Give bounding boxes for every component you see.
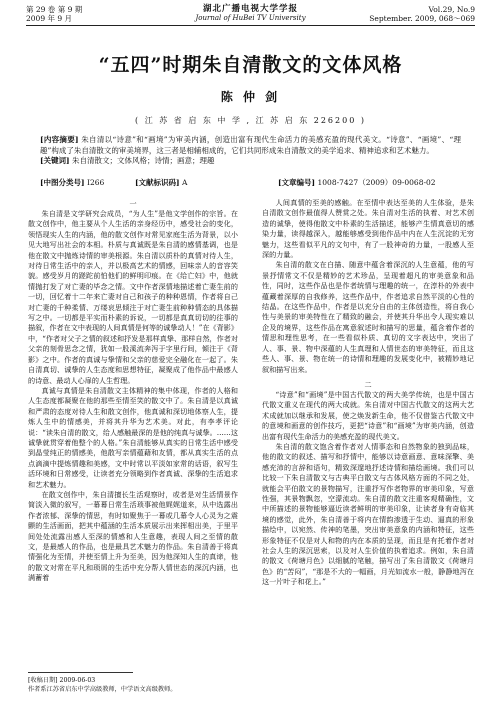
clc-label: [中图分类号]: [40, 178, 85, 187]
doc-code-field: [135, 178, 187, 188]
body-paragraph: 朱自清是文学研究会成员，“为人生”是他文学创作的宗旨。在散文创作中，他主要从个人生活的亲身经历中，感受社会的变化，领悟现实人生的内涵，他的散文创作对常见家庭生活为背景，以小见大地写出社会的本相。朴质与真诚既是朱自清的感情基调，也是他在散文中抛炼诗情的审美根源。朱自清以质朴的真情对待人生，对待日常生活中的亲人，并以极高艺术的情感，回味亲人的音容笑貌。感受岁月的蹉跎前怕他们的鲜明印痕。在《给亡妇》中，他就情抛打发了对亡妻的毕念之情。文中作者深情地描述着亡妻生前的一切，回忆着十二年来亡妻对自己和孩子的种种恩情，作者将自己对亡妻的千种柔情、万缕哀思倾注于对亡妻生前种种情态的具体描写之中。一切都是平实而朴素的诉说，一切都是真真切切的往事的描叙，作者在文中表现的人间真情是何等的诚挚动人！”在《背影》中，“作者对父子之情的叙述和抒发是那样真挚、那样自然，作者对父亲的刻骨思念之情，犹如一股溪流奔泻于字里行间，倾注于《背影》之中。作者的真诚与挚情和父亲的慈爱完全融化在一起了。朱自清真切、诚挚的人生态度和思想特征，凝聚成了他作品中最感人的诗意、最动人心扉的人生哲理。: [28, 209, 238, 385]
clc-field: [40, 178, 104, 188]
abstract-text: 朱自清以“诗意”和“画境”为审美内涵，创造出富有现代生命活力的美感充盈的现代美文。“诗意”、“画境”、“理趣”构成了朱自清散文的审美境界，这三者是相辅相成的，它们共同形成朱自清散文的美学追求、精神追求和艺术魅力。: [40, 135, 461, 155]
abstract: [40, 135, 461, 156]
footnote-rule: [28, 672, 133, 673]
author-bio: 作者系江苏省启东中学高级教师，中学语文高级教师。: [28, 686, 177, 694]
clc-value: I266: [87, 178, 105, 187]
header-volume-en: Vol.29, No.9: [428, 5, 475, 14]
header-date: 2009 年 9 月: [26, 14, 73, 23]
body-paragraph: 朱自清的散文饱含着作者对人情事态和自然物象的独到品味，他的散文的叙述、描写和抒情中，能够以诗意画意、意味深擎、美感充沛的言辞和语句，精致深邃地抒述诗情和描绘画境。我们可以比较一下朱自清散文与古典平白散文与古体风格方面的不同之处，就能会平伯散文的景物描写，注重抒写作者物界的审美印象，写意性强，其景物飘忽，空濛流动。朱自清的散文注重客观精确性，文中所描述的景物能够逼近读者鲜明的审美印象，让读者身有奇临其境的感觉，此外，朱自清善于将内在情韵渗透于生动、逼真的形象描绘中，以宛然、传神的笔墨，突出审美意象的内涵和特征，这些形象特征不仅是对人和物的内在本质的呈现，而且是有托着作者对社会人生的深沉思索，以及对人生价值的执着追求。例如，朱自清的散文《荷塘月色》以细腻的笔触，描写出了朱自清散文《荷塘月色》的“苦闷”，“那是不大的一幅画，月光如流水一般，静静地泻在这一片叶子和花上。”: [262, 441, 474, 587]
article-number-value: 1008-7427（2009）09-0068-02: [317, 178, 436, 187]
doc-code-label: [文献标识码]: [135, 178, 180, 187]
body-column-left: [28, 198, 238, 584]
keywords-label: [关键词]: [40, 156, 70, 166]
body-paragraph: 朱自清的散文在白描、随意中蕴含着深沉的人生意蕴，他的写景抒情常文不仅是精妙的艺术珍品，呈现着超凡的审美意象和品性，同时，这些作品也是作者统情与理趣的统一，在淳朴的外表中蕴藏着深厚的自我修养，这些作品中，作者追求自然平淡的心性的结晶。在这些作品中，作者是以充分自由的主体创造性，将自我心性与美景的审美特性在了精致的融会，并使其升华出令人现实难以企及的境界，这些作品在寓意叙述时和描写的思量，蕴含着作者的情思和理性思考，在一些看似朴质、真切的文字表达中，突出了人、事、景、物中深蕴的人生真理和人情世态的审美特征，而且这些人、事、景、物在统一的诗情和理趣的发展变化中，被精妙地记叙和描写出来。: [262, 260, 474, 374]
header-page-info: [369, 5, 475, 23]
article-number-field: [278, 178, 436, 188]
header-rule: [26, 25, 475, 26]
received-date: [收稿日期] 2009-06-03: [28, 677, 96, 684]
body-column-right: [262, 198, 474, 588]
footnotes: [28, 676, 177, 695]
running-header: [26, 5, 475, 25]
body-paragraph: 真诚与真情是朱自清散文主体精神的集中体现，作者的人格和人生态度都凝聚在他的那些至情至笑的散文中了。朱自清是以真诚和严肃的态度对待人生和散文创作，他真诚和深切地体察人生，提炼人生中的情感美，并将其升华为艺术美。对此，有李孝评论说：“读朱自清的散文，给人感触最深的是他的纯真与诚挚。……这诚挚就贯穿着他整个的人格。”朱自清能够从真实的日常生活中感受到晶莹纯正的情感美，他散写亲情蕴藉和友情，都从真实生活的点点滴滴中提炼情趣和美感，文中时常以平淡如家常的话语，叙写生活环境和日常感受，让读者充分领略到作者真诚、深挚的生活追求和艺术魅力。: [28, 385, 238, 489]
author-affiliation: ( 江 苏 省 启 东 中 学 , 江 苏 启 东 226200 ): [135, 116, 366, 125]
body-paragraph: “诗意”和“画境”是中国古代散文的两大美学传统，也是中国古代散文重义在现代的两大成就。朱自清对中国古代散文的这两大艺术成就加以继承和发展，使之焕发新生命，他不仅借鉴古代散文中的意境和画意的创作技巧，更把“诗意”和“画境”为审美内涵，创造出富有现代生命活力的美感充盈的现代美文。: [262, 389, 474, 441]
doc-code-value: A: [182, 178, 188, 187]
article-author: 陈 仲 剑: [220, 90, 281, 104]
journal-name-en: Journal of HuBei TV University: [195, 14, 306, 22]
header-pages: September. 2009, 068～069: [369, 14, 475, 23]
abstract-label: [内容摘要]: [40, 135, 79, 144]
section-heading-one: 一: [129, 199, 137, 208]
journal-name-cn: 湖北广播电视大学学报: [202, 4, 298, 14]
article-number-label: [文章编号]: [278, 178, 316, 187]
keywords-text: 朱自清散文；文体风格；诗情；画意；理趣: [72, 156, 215, 166]
body-paragraph: 人间真情的至美的感触。在至情中表达至美的人生体验，是朱自清散文创作最值得人赞赏之处。朱自清对生活的执着、对艺术创造的诚挚，使得他散文中朴素的生活描述，能够产生情真意切的感染力量，读得越深入，越能够感受到他作品中内在人生沉淀的无穷魅力，这些看似平凡的文句中，有了一股神奇的力量，一股感人至深的力量。: [262, 198, 474, 260]
abstract-block: [40, 135, 461, 167]
article-title: “五四”时期朱自清散文的文体风格: [98, 54, 403, 76]
header-volume: 第 29 卷 第 9 期: [26, 5, 83, 14]
body-paragraph: 在散文创作中，朱自清擅长生活观察时，或者是对生活情景作简淡入微的叙写，一幕幕日常生活琐事被他娓娓道来，从中选露出作者浓郁、深挚的情思，有时如聚焦于一幕或几幕令人心灵为之震颤的生活画面，把其中蕴涵的生活本质展示出来挥相出美，于里平间处处流露出感人至深的情感和人生意趣，表现人间之至情的散文，是最感人的作品，也是最具艺术魅力的作品。朱自清善于将真情强化为至情，并使至情上升为至美，因为他深知人生的真谛，他的散文对常在平凡和琐屑的生活中充分帮人情世态的深沉内涵，也满蓄着: [28, 489, 238, 583]
keywords: [40, 156, 461, 167]
section-heading-two: 二: [364, 379, 372, 389]
